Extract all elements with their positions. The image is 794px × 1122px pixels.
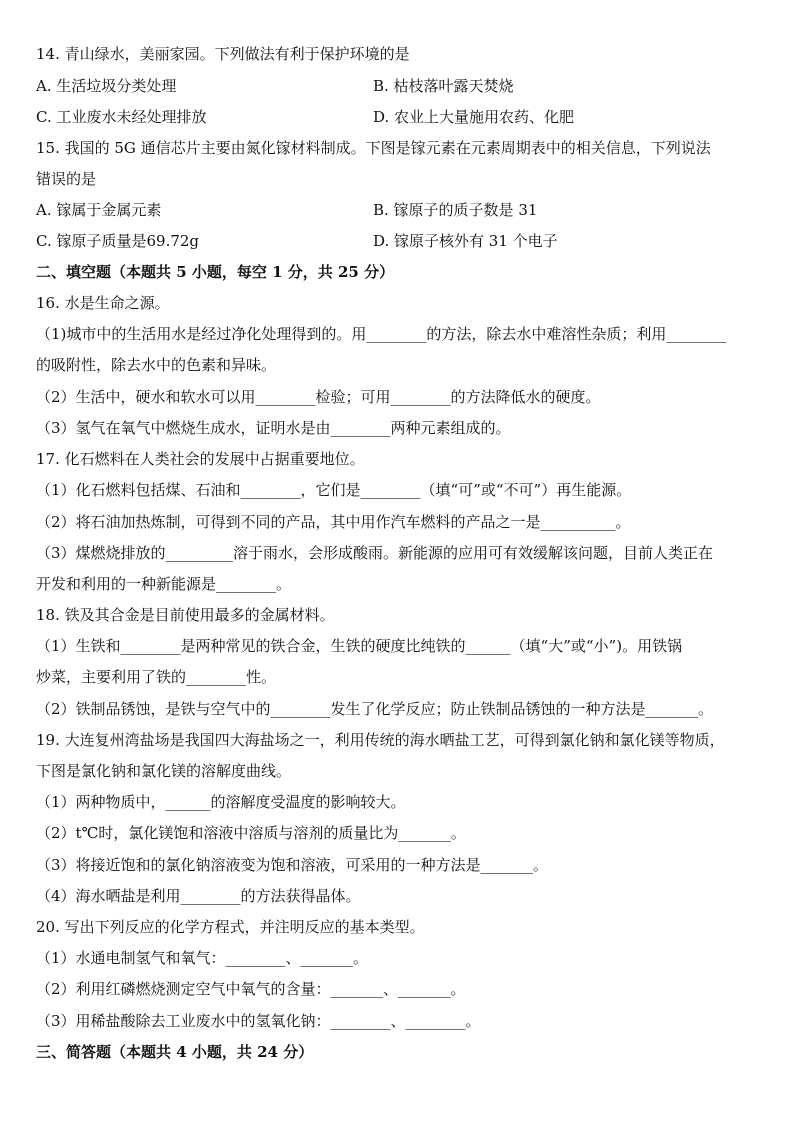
question-14-option-d: D. 农业上大量施用农药、化肥 [373,108,575,126]
question-18-stem: 18. 铁及其合金是目前使用最多的金属材料。 [36,606,335,624]
question-17-part-3-line1: （3）煤燃烧排放的_________溶于雨水，会形成酸雨。新能源的应用可有效缓解该问题，目前人类正在 [36,544,714,562]
question-14-option-c: C. 工业废水未经处理排放 [36,108,207,126]
question-19-part-4: （4）海水晒盐是利用________的方法获得晶体。 [36,887,361,905]
question-20-part-3: （3）用稀盐酸除去工业废水中的氢氧化钠：________、________。 [36,1012,481,1030]
question-19-part-3: （3）将接近饱和的氯化钠溶液变为饱和溶液，可采用的一种方法是_______。 [36,856,549,874]
question-19-part-2: （2）t℃时，氯化镁饱和溶液中溶质与溶剂的质量比为_______。 [36,824,466,842]
question-15-option-a: A. 镓属于金属元素 [36,201,162,219]
question-14-option-a: A. 生活垃圾分类处理 [36,77,177,95]
question-17-stem: 17. 化石燃料在人类社会的发展中占据重要地位。 [36,450,365,468]
question-17-part-3-line2: 开发和利用的一种新能源是________。 [36,575,292,593]
question-20-stem: 20. 写出下列反应的化学方程式，并注明反应的基本类型。 [36,918,425,936]
question-17-part-2: （2）将石油加热炼制，可得到不同的产品，其中用作汽车燃料的产品之一是__________。 [36,513,631,531]
question-17-part-1: （1）化石燃料包括煤、石油和________，它们是________（填“可”或“不可”）再生能源。 [36,481,632,499]
section-2-title: 二、填空题（本题共 5 小题，每空 1 分，共 25 分） [36,263,395,281]
question-16-part-2: （2）生活中，硬水和软水可以用________检验；可用________的方法降低水的硬度。 [36,388,601,406]
question-14-stem: 14. 青山绿水，美丽家园。下列做法有利于保护环境的是 [36,45,410,63]
question-18-part-2: （2）铁制品锈蚀，是铁与空气中的________发生了化学反应；防止铁制品锈蚀的一种方法是_______。 [36,700,714,718]
question-16-part-3: （3）氢气在氧气中燃烧生成水，证明水是由________两种元素组成的。 [36,419,511,437]
question-14-option-b: B. 枯枝落叶露天焚烧 [373,77,514,95]
question-19-stem-line1: 19. 大连复州湾盐场是我国四大海盐场之一，利用传统的海水晒盐工艺，可得到氯化钠和氯化镁等物质， [36,731,725,749]
question-15-option-b: B. 镓原子的质子数是 31 [373,201,538,219]
section-3-title: 三、简答题（本题共 4 小题，共 24 分） [36,1043,314,1061]
question-16-part-1-line1: （1)城市中的生活用水是经过净化处理得到的。用________的方法，除去水中难溶性杂质；利用________ [36,325,727,343]
question-20-part-1: （1）水通电制氢气和氧气：________、_______。 [36,949,369,967]
question-19-stem-line2: 下图是氯化钠和氯化镁的溶解度曲线。 [36,762,292,780]
question-19-part-1: （1）两种物质中，______的溶解度受温度的影响较大。 [36,793,406,811]
question-15-option-c: C. 镓原子质量是69.72g [36,232,200,250]
question-20-part-2: （2）利用红磷燃烧测定空气中氧气的含量：_______、_______。 [36,980,466,998]
question-18-part-1-line1: （1）生铁和________是两种常见的铁合金，生铁的硬度比纯铁的______（填“大”或“小”)。用铁锅 [36,637,683,655]
question-16-part-1-line2: 的吸附性，除去水中的色素和异味。 [36,356,277,374]
question-15-stem-line1: 15. 我国的 5G 通信芯片主要由氮化镓材料制成。下图是镓元素在元素周期表中的相关信息，下列说法 [36,139,711,157]
question-16-stem: 16. 水是生命之源。 [36,294,170,312]
question-18-part-1-line2: 炒菜，主要利用了铁的________性。 [36,668,277,686]
question-15-stem-line2: 错误的是 [36,170,97,188]
question-15-option-d: D. 镓原子核外有 31 个电子 [373,232,558,250]
